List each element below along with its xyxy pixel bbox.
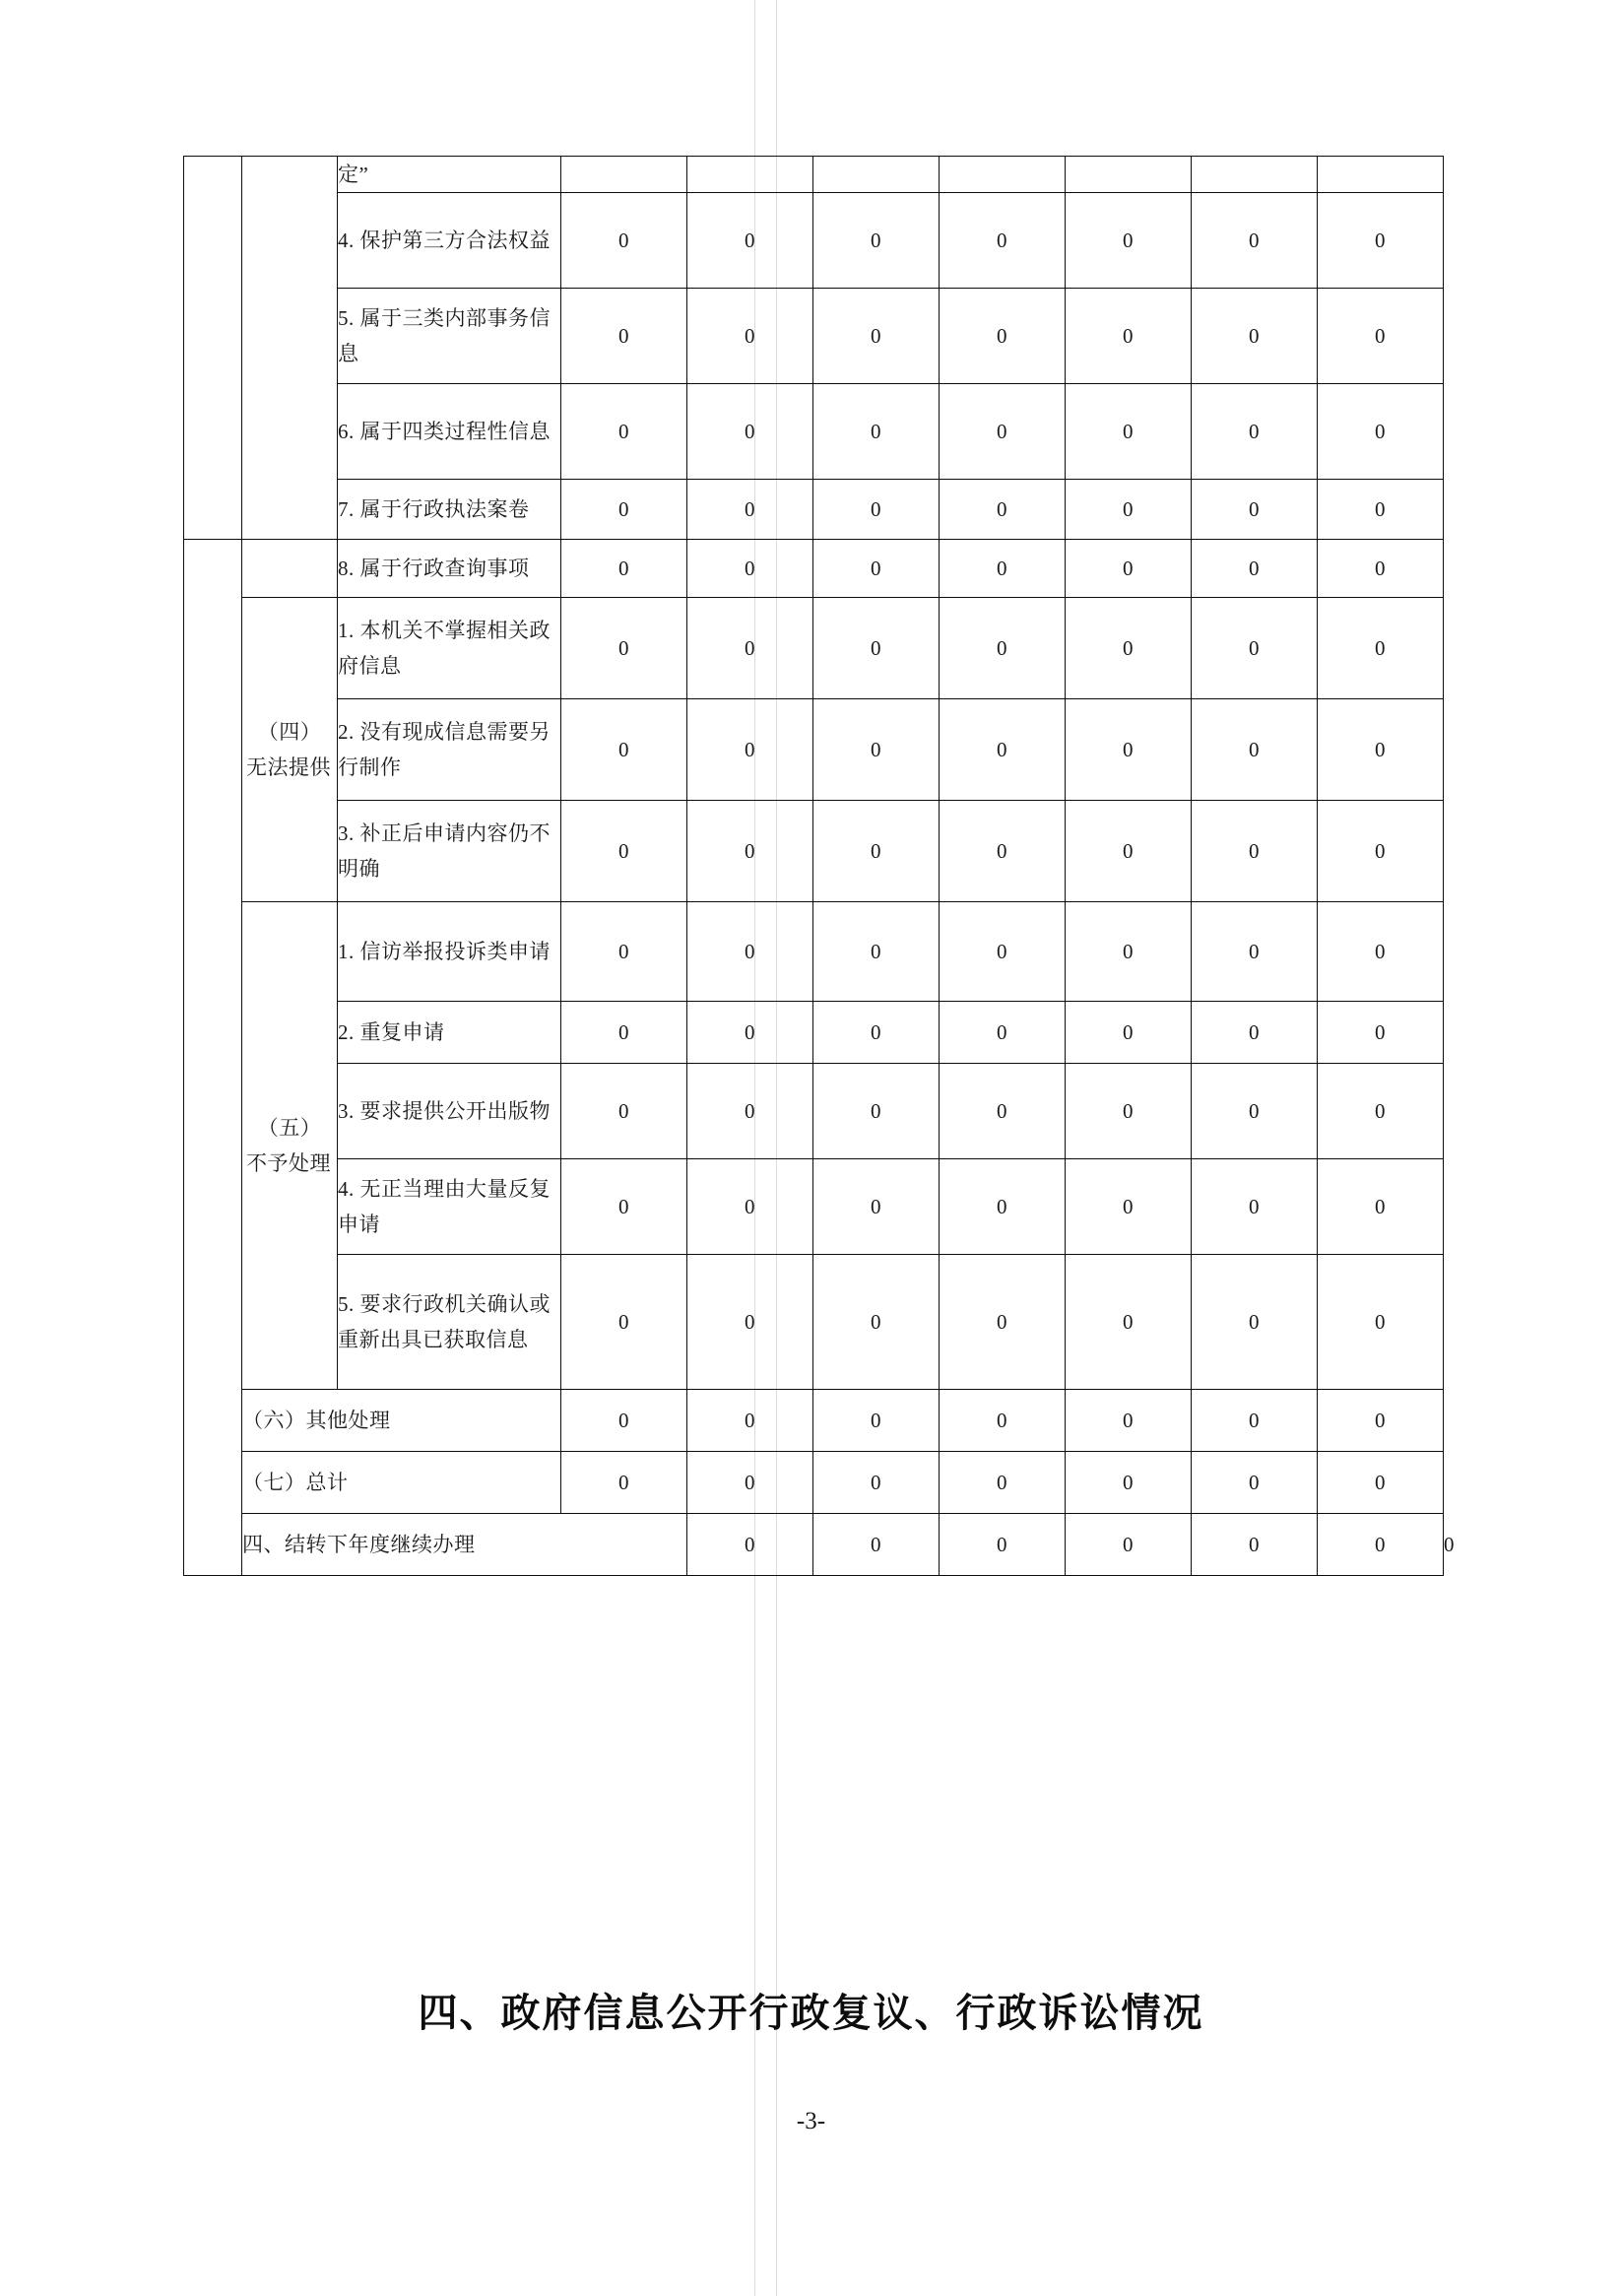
data-cell: 0 (813, 1002, 940, 1064)
item-label: 4. 无正当理由大量反复申请 (338, 1159, 561, 1255)
data-cell: 0 (561, 598, 687, 699)
data-cell: 0 (561, 480, 687, 540)
data-cell: 0 (561, 540, 687, 598)
item-label: 5. 要求行政机关确认或重新出具已获取信息 (338, 1255, 561, 1390)
data-cell: 0 (1318, 1002, 1444, 1064)
data-cell: 0 (940, 1452, 1066, 1514)
table-row (184, 193, 1444, 289)
data-cell: 0 (940, 1255, 1066, 1390)
data-cell: 0 (1318, 902, 1444, 1002)
item-label: 4. 保护第三方合法权益 (338, 193, 561, 289)
data-cell: 0 (1318, 801, 1444, 902)
data-cell: 0 (1192, 1064, 1318, 1159)
table-row (184, 540, 1444, 598)
data-cell: 0 (813, 1159, 940, 1255)
data-cell (1066, 157, 1192, 193)
category-spine-cell (184, 157, 242, 540)
table-row (184, 157, 1444, 193)
data-cell: 0 (687, 1064, 813, 1159)
data-cell: 0 (1066, 699, 1192, 801)
data-cell: 0 (940, 699, 1066, 801)
data-cell: 0 (687, 1002, 813, 1064)
data-cell: 0 (940, 598, 1066, 699)
data-cell: 0 (561, 902, 687, 1002)
data-cell: 0 (1066, 1514, 1192, 1576)
item-label: 5. 属于三类内部事务信息 (338, 289, 561, 384)
data-cell: 0 (1192, 193, 1318, 289)
data-cell: 0 (1192, 1255, 1318, 1390)
data-cell: 0 (687, 1255, 813, 1390)
table-row (184, 598, 1444, 699)
data-cell: 0 (813, 193, 940, 289)
group-cell-continued (242, 157, 338, 540)
table-row (184, 1064, 1444, 1159)
group-cell-trailing (242, 540, 338, 598)
data-cell: 0 (940, 289, 1066, 384)
item-label: 3. 要求提供公开出版物 (338, 1064, 561, 1159)
section-heading: 四、政府信息公开行政复议、行政诉讼情况 (418, 1991, 1204, 2036)
data-cell: 0 (1066, 801, 1192, 902)
data-cell: 0 (1318, 1514, 1444, 1576)
data-cell: 0 (1192, 1514, 1318, 1576)
data-cell: 0 (813, 1390, 940, 1452)
item-label: 8. 属于行政查询事项 (338, 540, 561, 598)
data-cell: 0 (561, 699, 687, 801)
table-row (184, 801, 1444, 902)
data-cell: 0 (813, 801, 940, 902)
data-cell: 0 (1066, 193, 1192, 289)
group-name: 不予处理 (246, 1151, 331, 1176)
data-cell: 0 (1192, 1390, 1318, 1452)
data-cell (1192, 157, 1318, 193)
item-label: 1. 信访举报投诉类申请 (338, 902, 561, 1002)
data-cell: 0 (813, 1452, 940, 1514)
data-cell: 0 (687, 1390, 813, 1452)
data-cell: 0 (1318, 1159, 1444, 1255)
data-cell: 0 (561, 384, 687, 480)
data-cell: 0 (1192, 902, 1318, 1002)
data-cell: 0 (1192, 598, 1318, 699)
data-cell: 0 (940, 1514, 1066, 1576)
table-row (184, 480, 1444, 540)
data-cell: 0 (1066, 902, 1192, 1002)
data-cell: 0 (813, 384, 940, 480)
item-label: 2. 重复申请 (338, 1002, 561, 1064)
data-cell: 0 (813, 598, 940, 699)
data-cell: 0 (1192, 1452, 1318, 1514)
data-cell: 0 (813, 1064, 940, 1159)
data-cell: 0 (687, 801, 813, 902)
data-cell: 0 (561, 1159, 687, 1255)
table-row (184, 699, 1444, 801)
data-cell: 0 (1192, 289, 1318, 384)
table-row (184, 902, 1444, 1002)
data-cell (561, 157, 687, 193)
group-index: （四） (257, 720, 322, 744)
data-cell: 0 (1192, 384, 1318, 480)
carry-forward-label: 四、结转下年度继续办理 (242, 1514, 687, 1576)
data-cell: 0 (940, 1064, 1066, 1159)
data-cell: 0 (561, 289, 687, 384)
data-cell: 0 (1066, 480, 1192, 540)
data-cell: 0 (1318, 540, 1444, 598)
data-cell: 0 (687, 193, 813, 289)
data-cell: 0 (687, 384, 813, 480)
table-row (184, 1002, 1444, 1064)
data-cell: 0 (1066, 384, 1192, 480)
data-cell: 0 (1066, 540, 1192, 598)
data-cell: 0 (940, 1159, 1066, 1255)
group-name: 无法提供 (246, 755, 331, 780)
data-cell: 0 (940, 902, 1066, 1002)
item-label: 7. 属于行政执法案卷 (338, 480, 561, 540)
data-cell: 0 (687, 1514, 813, 1576)
table-row (184, 1390, 1444, 1452)
data-cell: 0 (687, 902, 813, 1002)
category-spine-cell-lower (184, 540, 242, 1576)
item-label: 2. 没有现成信息需要另行制作 (338, 699, 561, 801)
data-cell: 0 (1192, 1159, 1318, 1255)
table-row (184, 289, 1444, 384)
data-cell: 0 (687, 289, 813, 384)
data-cell (1318, 157, 1444, 193)
data-cell: 0 (687, 1159, 813, 1255)
data-cell: 0 (1318, 1064, 1444, 1159)
data-cell: 0 (813, 699, 940, 801)
data-cell: 0 (1066, 1452, 1192, 1514)
data-cell: 0 (940, 193, 1066, 289)
data-cell: 0 (813, 1255, 940, 1390)
data-cell: 0 (1192, 540, 1318, 598)
data-cell: 0 (940, 1390, 1066, 1452)
data-cell: 0 (1192, 699, 1318, 801)
data-cell: 0 (1318, 384, 1444, 480)
item-label: 1. 本机关不掌握相关政府信息 (338, 598, 561, 699)
item-label: 3. 补正后申请内容仍不明确 (338, 801, 561, 902)
data-cell: 0 (940, 801, 1066, 902)
group-index: （五） (257, 1116, 322, 1140)
data-cell: 0 (687, 598, 813, 699)
data-cell: 0 (940, 540, 1066, 598)
data-cell: 0 (687, 480, 813, 540)
data-cell: 0 (1066, 1064, 1192, 1159)
data-cell: 0 (561, 193, 687, 289)
data-cell: 0 (561, 1002, 687, 1064)
data-cell: 0 (940, 384, 1066, 480)
table-row (184, 1159, 1444, 1255)
item-label: 定” (338, 157, 561, 193)
table-row (184, 1452, 1444, 1514)
data-cell: 0 (813, 902, 940, 1002)
page-number: -3- (796, 2108, 826, 2134)
group-cell-unable-to-provide (242, 598, 338, 902)
data-cell: 0 (813, 480, 940, 540)
data-cell: 0 (813, 289, 940, 384)
data-cell: 0 (940, 480, 1066, 540)
report-table (183, 156, 1455, 1576)
data-cell: 0 (561, 1452, 687, 1514)
data-cell: 0 (1318, 480, 1444, 540)
item-label: 6. 属于四类过程性信息 (338, 384, 561, 480)
data-cell: 0 (1066, 289, 1192, 384)
table-row: 四、结转下年度继续办理 0 0 0 0 0 0 0 (184, 1514, 1444, 1576)
data-cell: 0 (813, 540, 940, 598)
data-cell: 0 (561, 1255, 687, 1390)
item-label: （七）总计 (242, 1452, 561, 1514)
data-cell: 0 (1066, 1002, 1192, 1064)
data-cell: 0 (1192, 480, 1318, 540)
item-label: （六）其他处理 (242, 1390, 561, 1452)
data-cell: 0 (813, 1514, 940, 1576)
data-cell: 0 (687, 540, 813, 598)
data-cell: 0 (1066, 1159, 1192, 1255)
group-label-wrap (242, 714, 337, 785)
table-row (184, 384, 1444, 480)
data-cell (687, 157, 813, 193)
data-cell: 0 (1066, 1390, 1192, 1452)
data-cell: 0 (561, 801, 687, 902)
data-cell: 0 (1066, 598, 1192, 699)
table-row (184, 1255, 1444, 1390)
data-cell: 0 (1066, 1255, 1192, 1390)
government-info-disclosure-table (183, 156, 1455, 1576)
data-cell: 0 (687, 699, 813, 801)
data-cell: 0 (1318, 193, 1444, 289)
data-cell: 0 (1192, 801, 1318, 902)
data-cell: 0 (1318, 598, 1444, 699)
data-cell: 0 (1192, 1002, 1318, 1064)
data-cell: 0 (1318, 1390, 1444, 1452)
group-label-wrap (242, 1110, 337, 1181)
group-cell-no-handling (242, 902, 338, 1390)
data-cell: 0 (561, 1064, 687, 1159)
data-cell: 0 (1318, 1255, 1444, 1390)
data-cell: 0 (687, 1452, 813, 1514)
data-cell: 0 (1318, 289, 1444, 384)
data-cell (940, 157, 1066, 193)
data-cell (813, 157, 940, 193)
data-cell: 0 (1318, 699, 1444, 801)
data-cell: 0 (561, 1390, 687, 1452)
data-cell: 0 (940, 1002, 1066, 1064)
data-cell: 0 (1318, 1452, 1444, 1514)
